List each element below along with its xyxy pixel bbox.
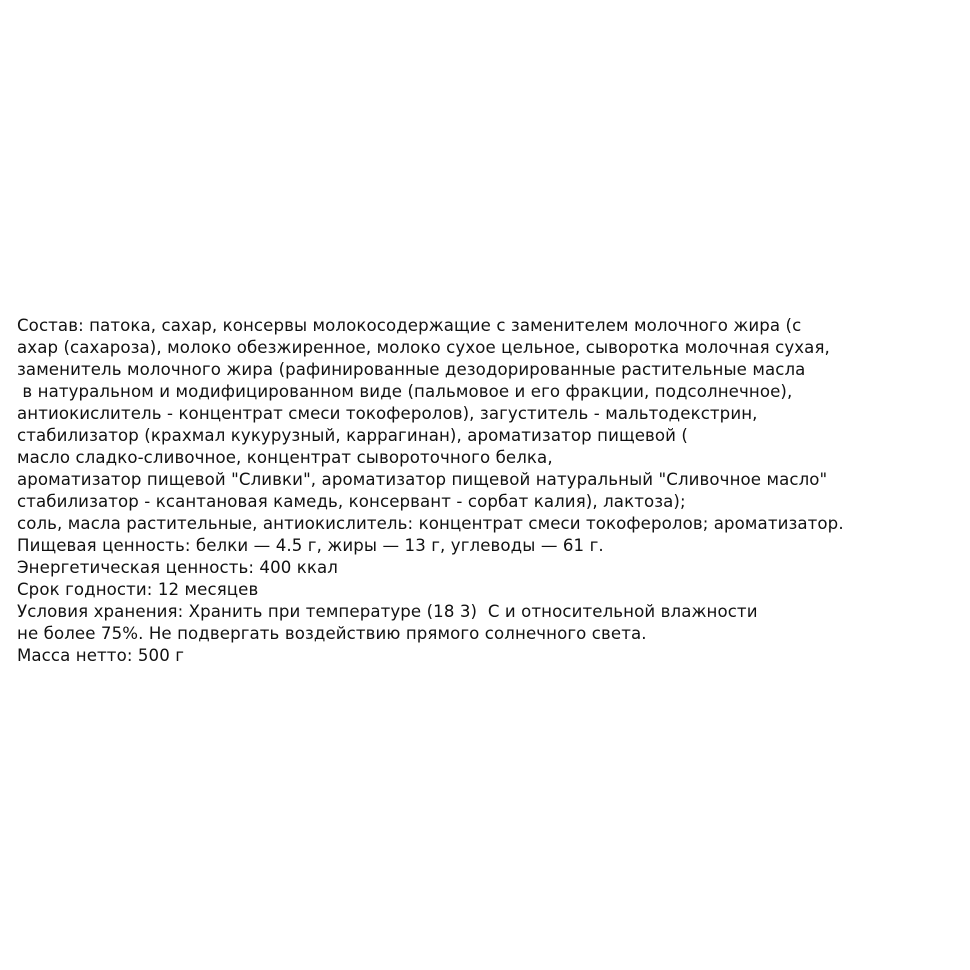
composition-line: ахар (сахароза), молоко обезжиренное, молоко сухое цельное, сыворотка молочная сухая, <box>17 338 830 357</box>
composition-line: стабилизатор - ксантановая камедь, консервант - сорбат калия), лактоза); <box>17 492 686 511</box>
composition-line: Состав: патока, сахар, консервы молокосодержащие с заменителем молочного жира (с <box>17 316 802 335</box>
storage-conditions-line: не более 75%. Не подвергать воздействию прямого солнечного света. <box>17 624 647 643</box>
energy-value: Энергетическая ценность: 400 ккал <box>17 558 338 577</box>
product-label-text <box>17 315 957 667</box>
storage-conditions-line: Условия хранения: Хранить при температуре (18 3) С и относительной влажности <box>17 602 758 621</box>
composition-line: масло сладко-сливочное, концентрат сывороточного белка, <box>17 448 553 467</box>
composition-line: соль, масла растительные, антиокислитель: концентрат смеси токоферолов; ароматизатор. <box>17 514 844 533</box>
composition-line: заменитель молочного жира (рафинированные дезодорированные растительные масла <box>17 360 806 379</box>
composition-line: ароматизатор пищевой "Сливки", ароматизатор пищевой натуральный "Сливочное масло" <box>17 470 828 489</box>
net-weight: Масса нетто: 500 г <box>17 646 185 665</box>
shelf-life: Срок годности: 12 месяцев <box>17 580 259 599</box>
composition-line: стабилизатор (крахмал кукурузный, каррагинан), ароматизатор пищевой ( <box>17 426 688 445</box>
composition-line: антиокислитель - концентрат смеси токоферолов), загуститель - мальтодекстрин, <box>17 404 758 423</box>
composition-line: в натуральном и модифицированном виде (пальмовое и его фракции, подсолнечное), <box>17 382 793 401</box>
nutrition-facts: Пищевая ценность: белки — 4.5 г, жиры — 13 г, углеводы — 61 г. <box>17 536 604 555</box>
